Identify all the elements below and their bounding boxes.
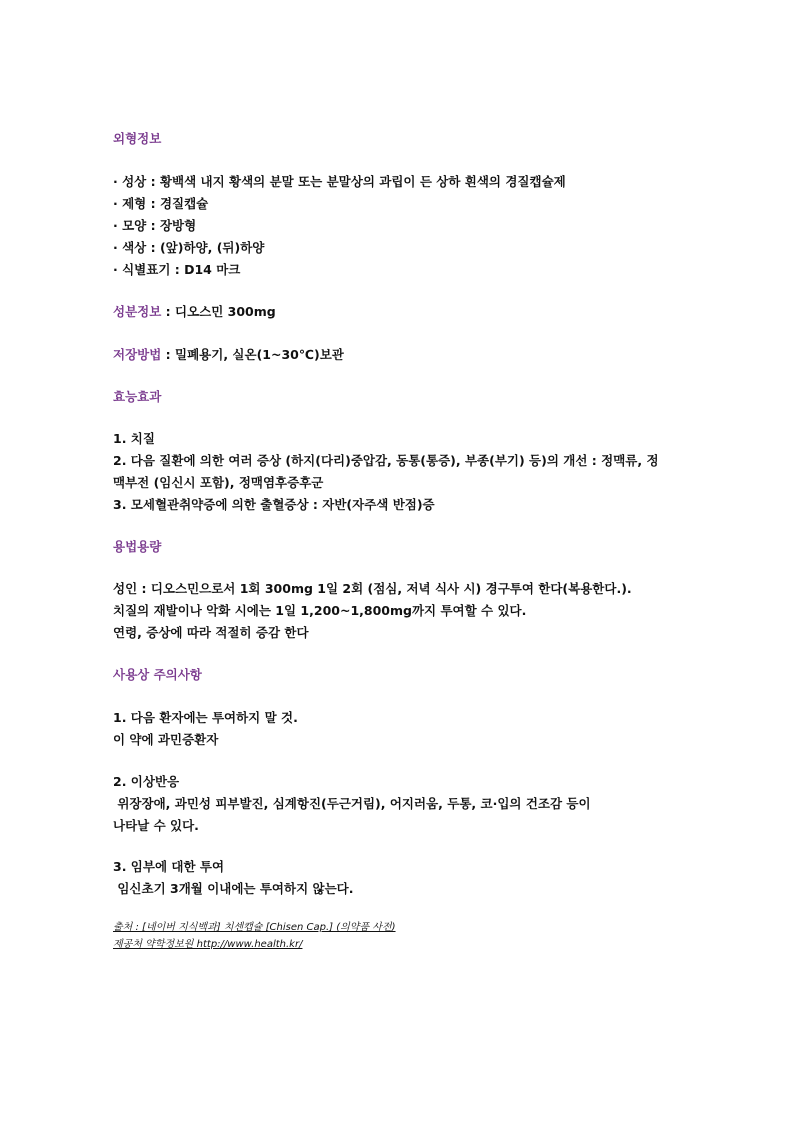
appearance-item: · 색상 : (앞)하양, (뒤)하양 — [113, 240, 265, 255]
appearance-item: · 성상 : 황백색 내지 황색의 분말 또는 분말상의 과립이 든 상하 흰색의 경질캡슐제 — [113, 174, 566, 189]
precautions-heading: 사용상 주의사항 — [113, 667, 202, 682]
dosage-line: 연령, 증상에 따라 적절히 증감 한다 — [113, 625, 309, 640]
appearance-item: · 식별표기 : D14 마크 — [113, 262, 241, 277]
dosage-line: 치질의 재발이나 악화 시에는 1일 1,200~1,800mg까지 투여할 수 있다. — [113, 603, 527, 618]
efficacy-heading: 효능효과 — [113, 389, 162, 404]
precautions-line: 3. 임부에 대한 투여 — [113, 859, 225, 874]
dosage-line: 성인 : 디오스민으로서 1회 300mg 1일 2회 (점심, 저녁 식사 시) 경구투여 한다(복용한다.). — [113, 581, 632, 596]
efficacy-line: 1. 치질 — [113, 431, 155, 446]
ingredient-line — [113, 304, 276, 320]
efficacy-line: 3. 모세혈관취약증에 의한 출혈증상 : 자반(자주색 반점)증 — [113, 497, 435, 512]
dosage-heading: 용법용량 — [113, 539, 162, 554]
source-citation-link[interactable]: 출처 : [네이버 지식백과] 치센캡슐 [Chisen Cap.] (의약품 사전) — [113, 922, 396, 933]
ingredient-label: 성분정보 — [113, 304, 162, 319]
appearance-item: · 모양 : 장방형 — [113, 218, 197, 233]
appearance-heading: 외형정보 — [113, 131, 162, 146]
source-provider-link[interactable]: 제공처 약학정보원 http://www.health.kr/ — [113, 939, 303, 950]
precautions-line: 이 약에 과민증환자 — [113, 732, 219, 747]
precautions-line: 임신초기 3개월 이내에는 투여하지 않는다. — [113, 881, 354, 896]
efficacy-line: 맥부전 (임신시 포함), 정맥염후증후군 — [113, 475, 324, 490]
appearance-item: · 제형 : 경질캡슐 — [113, 196, 209, 211]
precautions-line: 2. 이상반응 — [113, 774, 180, 789]
ingredient-value: : 디오스민 300mg — [161, 304, 276, 319]
precautions-line: 나타날 수 있다. — [113, 818, 199, 833]
storage-label: 저장방법 — [113, 347, 162, 362]
storage-value: : 밀폐용기, 실온(1~30℃)보관 — [161, 347, 344, 362]
precautions-line: 위장장애, 과민성 피부발진, 심계항진(두근거림), 어지러움, 두통, 코·입의 건조감 등이 — [113, 796, 591, 811]
precautions-line: 1. 다음 환자에는 투여하지 말 것. — [113, 710, 298, 725]
efficacy-line: 2. 다음 질환에 의한 여러 증상 (하지(다리)중압감, 동통(통증), 부종(부기) 등)의 개선 : 정맥류, 정 — [113, 453, 659, 468]
storage-line — [113, 347, 344, 363]
